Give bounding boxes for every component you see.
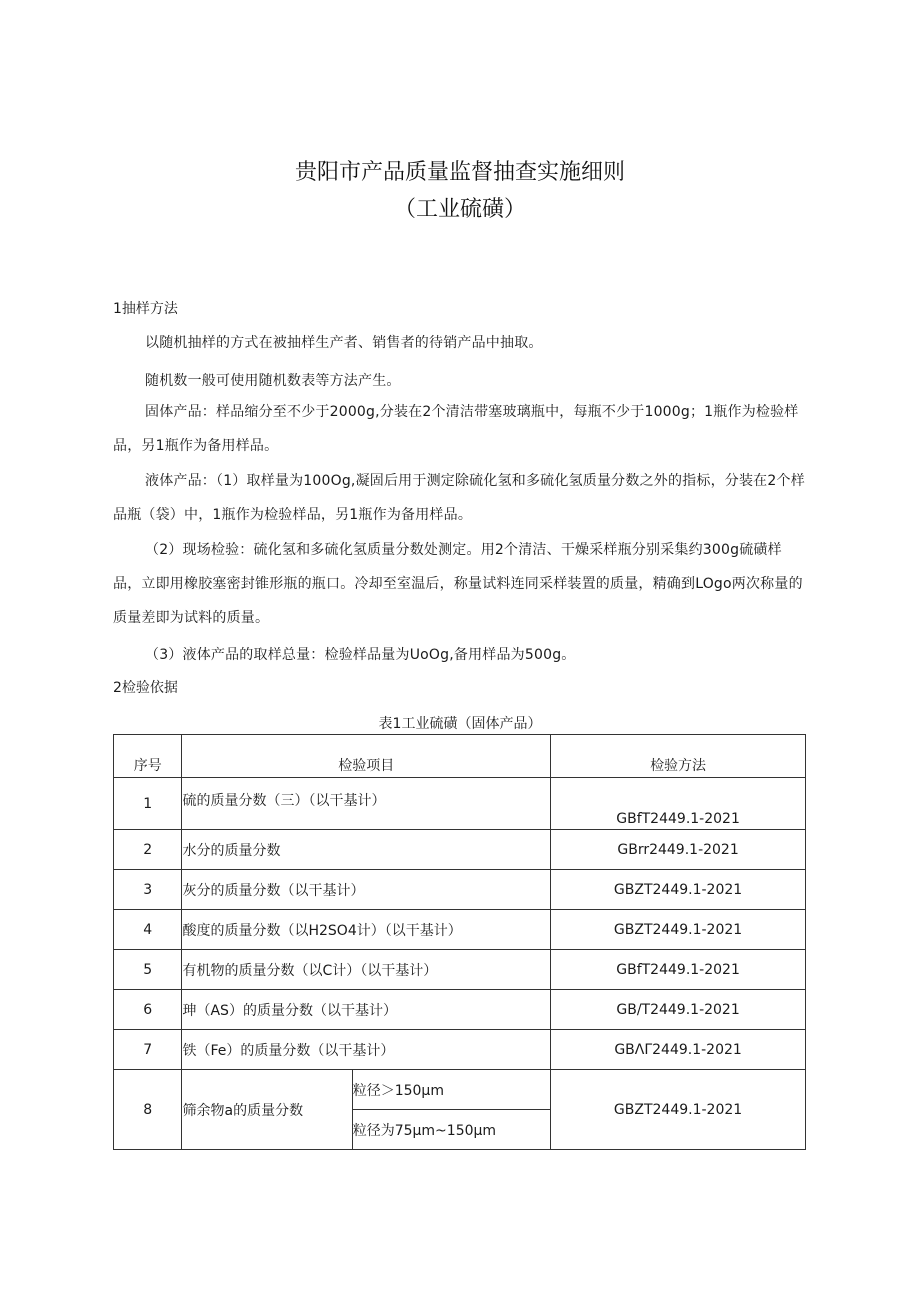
section-2-heading: 2检验依据 [113,680,178,696]
section-1-heading: 1抽样方法 [113,301,178,317]
row-num: 5 [114,950,182,990]
paragraph-sampling-method: 以随机抽样的方式在被抽样生产者、销售者的待销产品中抽取。 [145,335,543,351]
row-item: 水分的质量分数 [182,830,551,870]
row-item: 有机物的质量分数（以C计）（以干基计） [182,950,551,990]
row-num: 8 [114,1070,182,1150]
paragraph-liquid-total: （3）液体产品的取样总量：检验样品量为UoOg,备用样品为500g。 [145,647,576,663]
row-num: 3 [114,870,182,910]
row-method: GBfT2449.1-2021 [551,950,806,990]
paragraph-field-inspection: （2）现场检验：硫化氢和多硫化氢质量分数处测定。用2个清洁、干燥采样瓶分别采集约300g硫磺样品，立即用橡胶塞密封锥形瓶的瓶口。冷却至室温后，称量试料连同采样装置的质量，精确到LOgo两次称量的质量差即为试料的质量。 [113,542,803,626]
row-sub-item-1: 粒径＞150μm [352,1070,550,1110]
table-row [114,950,806,990]
table-row [114,1030,806,1070]
row-num: 4 [114,910,182,950]
row-item: 硫的质量分数（三）（以干基计） [182,778,551,830]
document-title: 贵阳市产品质量监督抽查实施细则 [294,160,625,185]
row-num: 6 [114,990,182,1030]
document-subtitle: （工业硫磺） [393,197,526,222]
row-item: 珅（AS）的质量分数（以干基计） [182,990,551,1030]
inspection-table [113,734,806,1150]
row-num: 7 [114,1030,182,1070]
table-row [114,870,806,910]
row-item: 灰分的质量分数（以干基计） [182,870,551,910]
row-num: 1 [114,778,182,830]
row-sub-item-2: 粒径为75μm~150μm [352,1110,550,1150]
header-num: 序号 [114,735,182,778]
row-method: GBZT2449.1-2021 [551,870,806,910]
header-method: 检验方法 [551,735,806,778]
row-method: GB/T2449.1-2021 [551,990,806,1030]
row-method: GBZT2449.1-2021 [551,1070,806,1150]
row-item: 筛余物a的质量分数 [182,1070,352,1150]
paragraph-random-number: 随机数一般可使用随机数表等方法产生。 [145,373,401,389]
table-row [114,910,806,950]
row-item: 酸度的质量分数（以H2SO4计）（以干基计） [182,910,551,950]
table-row [114,830,806,870]
row-num: 2 [114,830,182,870]
header-item: 检验项目 [182,735,551,778]
paragraph-solid-product: 固体产品：样品缩分至不少于2000g,分装在2个清洁带塞玻璃瓶中，每瓶不少于1000g；1瓶作为检验样品，另1瓶作为备用样品。 [113,404,799,454]
row-method: GBfT2449.1-2021 [551,778,806,830]
paragraph-liquid-product: 液体产品：（1）取样量为100Og,凝固后用于测定除硫化氢和多硫化氢质量分数之外的指标，分装在2个样品瓶（袋）中，1瓶作为检验样品，另1瓶作为备用样品。 [113,473,805,523]
row-item: 铁（Fe）的质量分数（以干基计） [182,1030,551,1070]
row-method: GBZT2449.1-2021 [551,910,806,950]
table-row [114,1070,806,1110]
table-caption: 表1工业硫磺（固体产品） [378,716,542,732]
table-row [114,990,806,1030]
table-row [114,778,806,830]
row-method: GBrr2449.1-2021 [551,830,806,870]
table-header-row [114,735,806,778]
row-method: GBΛΓ2449.1-2021 [551,1030,806,1070]
